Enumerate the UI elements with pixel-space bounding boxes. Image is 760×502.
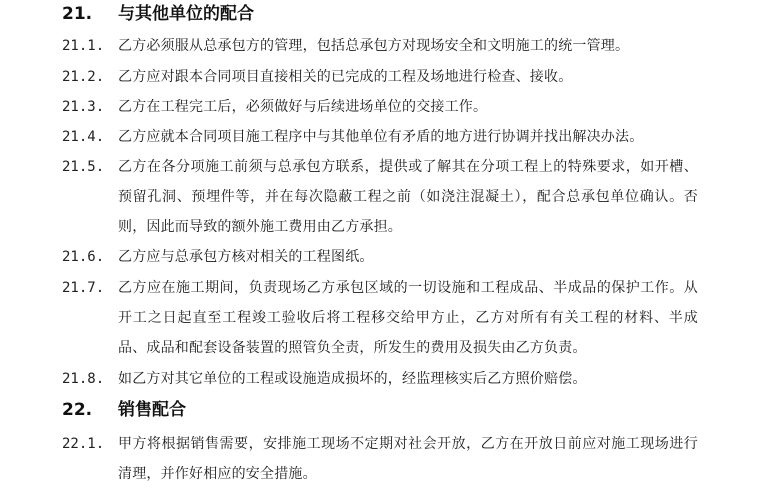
clause-text: 乙方必须服从总承包方的管理，包括总承包方对现场安全和文明施工的统一管理。 [118, 38, 630, 54]
clause-21-2 [62, 62, 702, 92]
clause-text: 乙方应与总承包方核对相关的工程图纸。 [118, 249, 374, 265]
clause-text: 乙方在各分项施工前须与总承包方联系，提供或了解其在分项工程上的特殊要求，如开槽、预留孔洞、预埋件等，并在每次隐蔽工程之前（如浇注混凝土），配合总承包单位确认。否则，因此而导致的额外施工费用由乙方承担。 [118, 159, 698, 235]
section-number: 21. [62, 4, 93, 24]
clause-number: 22.1. [62, 436, 105, 452]
clause-text: 乙方在工程完工后，必须做好与后续进场单位的交接工作。 [118, 99, 488, 115]
section-title: 与其他单位的配合 [118, 4, 254, 24]
clause-number: 21.7. [62, 280, 105, 296]
clause-22-1 [62, 429, 702, 489]
clause-number: 21.5. [62, 159, 105, 175]
clause-21-1 [62, 31, 702, 61]
clause-number: 21.1. [62, 38, 105, 54]
section-heading-22 [62, 397, 362, 423]
clause-text: 乙方应在施工期间，负责现场乙方承包区域的一切设施和工程成品、半成品的保护工作。从开工之日起直至工程竣工验收后将工程移交给甲方止，乙方对所有有关工程的材料、半成品、成品和配套设备装置的照管负全责，所发生的费用及损失由乙方负责。 [118, 280, 698, 356]
clause-21-6 [62, 242, 702, 272]
clause-number: 21.8. [62, 371, 105, 387]
section-heading-21 [62, 1, 362, 27]
clause-text: 甲方将根据销售需要，安排施工现场不定期对社会开放，乙方在开放日前应对施工现场进行清理，并作好相应的安全措施。 [118, 436, 698, 482]
clause-number: 21.6. [62, 249, 105, 265]
section-number: 22. [62, 400, 93, 420]
section-title: 销售配合 [118, 400, 186, 420]
clause-21-4 [62, 122, 702, 152]
clause-21-8 [62, 364, 702, 394]
clause-text: 乙方应就本合同项目施工程序中与其他单位有矛盾的地方进行协调并找出解决办法。 [118, 129, 644, 145]
clause-number: 21.3. [62, 99, 105, 115]
clause-number: 21.2. [62, 69, 105, 85]
clause-21-3 [62, 92, 702, 122]
clause-21-5 [62, 152, 702, 242]
clause-text: 如乙方对其它单位的工程或设施造成损坏的，经监理核实后乙方照价赔偿。 [118, 371, 587, 387]
clause-text: 乙方应对跟本合同项目直接相关的已完成的工程及场地进行检查、接收。 [118, 69, 573, 85]
clause-21-7 [62, 273, 702, 363]
clause-number: 21.4. [62, 129, 105, 145]
